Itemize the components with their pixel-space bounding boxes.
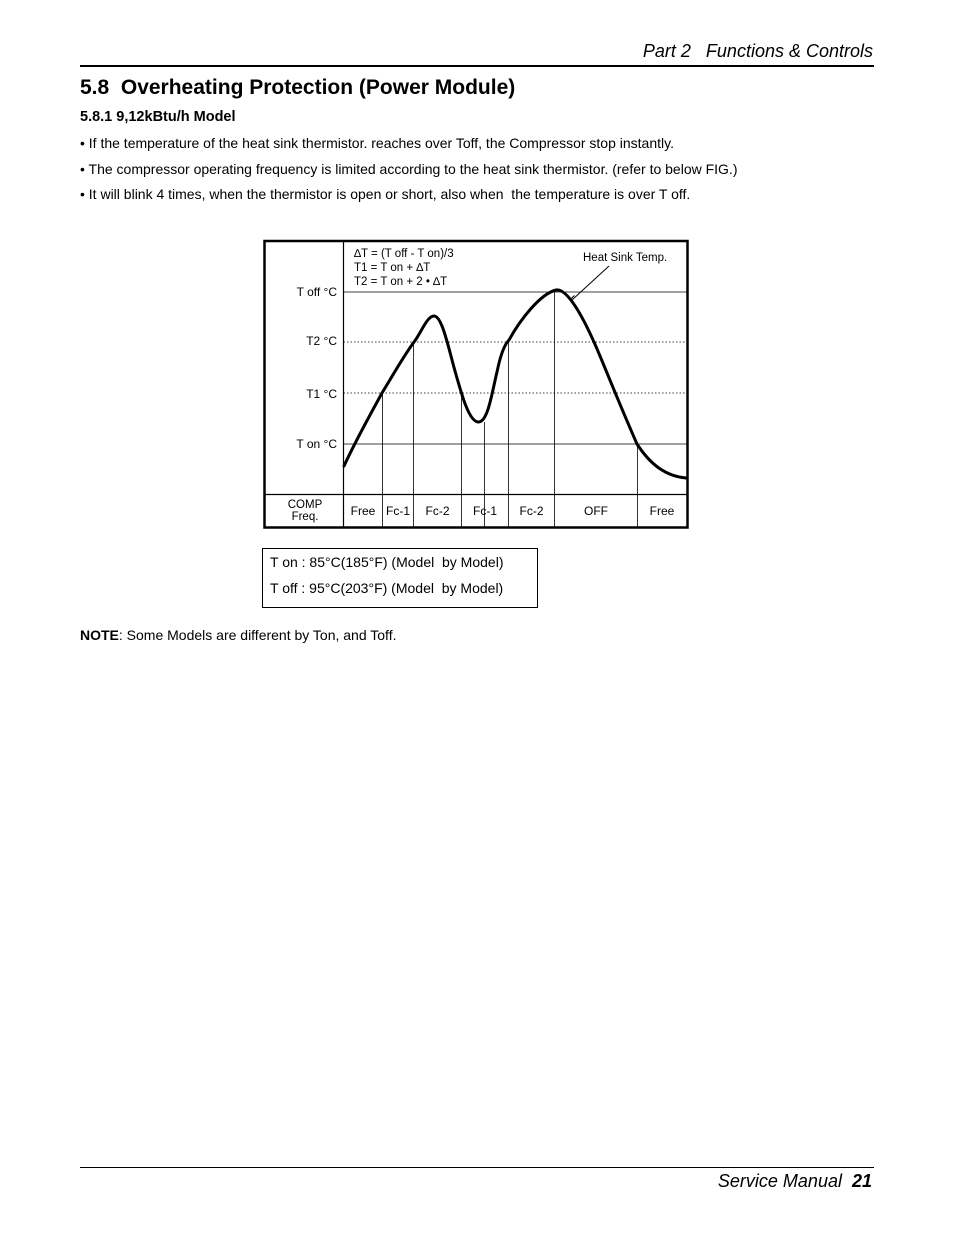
t-off-value: T off : 95°C(203°F) (Model by Model) bbox=[270, 580, 504, 596]
comp-label-line2: Freq. bbox=[291, 511, 319, 523]
zone-label-fc1: Fc-1 bbox=[386, 504, 410, 518]
header-rule bbox=[80, 65, 874, 67]
zone-label-off: OFF bbox=[584, 504, 608, 518]
zone-label-fc1: Fc-1 bbox=[473, 504, 497, 518]
curve-pointer-arrow bbox=[572, 266, 609, 300]
note-text: : Some Models are different by Ton, and Toff. bbox=[118, 627, 397, 643]
subsection-title: 5.8.1 9,12kBtu/h Model bbox=[80, 109, 236, 125]
level-label-toff: T off °C bbox=[296, 285, 337, 299]
t-on-value: T on : 85°C(185°F) (Model by Model) bbox=[270, 554, 504, 570]
zone-boundaries bbox=[383, 292, 638, 527]
header-section: Functions & Controls bbox=[705, 41, 873, 61]
bullet-2: • The compressor operating frequency is limited according to the heat sink thermistor. (refer to below FIG.) bbox=[80, 161, 738, 177]
footer bbox=[718, 1171, 872, 1192]
note bbox=[80, 627, 396, 643]
chart-frame bbox=[265, 241, 688, 528]
curve-label: Heat Sink Temp. bbox=[583, 252, 668, 264]
bullet-1: • If the temperature of the heat sink thermistor. reaches over Toff, the Compressor stop instantly. bbox=[80, 135, 674, 151]
level-label-ton: T on °C bbox=[296, 437, 337, 451]
temperature-info-box bbox=[262, 548, 538, 608]
note-label: NOTE bbox=[80, 627, 119, 643]
section-title: 5.8 Overheating Protection (Power Module) bbox=[80, 76, 516, 99]
overheat-chart bbox=[262, 238, 692, 532]
formula-t2: T2 = T on + 2 • ∆T bbox=[354, 276, 448, 288]
footer-manual: Service Manual bbox=[717, 1171, 842, 1191]
formula-delta: ∆T = (T off - T on)/3 bbox=[354, 248, 454, 260]
footer-rule bbox=[80, 1167, 874, 1168]
page-number: 21 bbox=[851, 1171, 872, 1191]
zone-label-fc2: Fc-2 bbox=[425, 504, 450, 518]
level-label-t1: T1 °C bbox=[306, 387, 337, 401]
comp-label-line1: COMP bbox=[287, 499, 323, 511]
running-header bbox=[643, 41, 873, 62]
level-label-t2: T2 °C bbox=[306, 334, 337, 348]
formula-t1: T1 = T on + ∆T bbox=[354, 262, 431, 274]
heat-sink-curve bbox=[344, 290, 686, 478]
bullet-3: • It will blink 4 times, when the thermistor is open or short, also when the temperature is over T off. bbox=[80, 186, 691, 202]
header-part: Part 2 bbox=[642, 41, 691, 61]
zone-label-free: Free bbox=[350, 504, 376, 518]
zone-label-free: Free bbox=[649, 504, 675, 518]
zone-label-fc2: Fc-2 bbox=[519, 504, 544, 518]
